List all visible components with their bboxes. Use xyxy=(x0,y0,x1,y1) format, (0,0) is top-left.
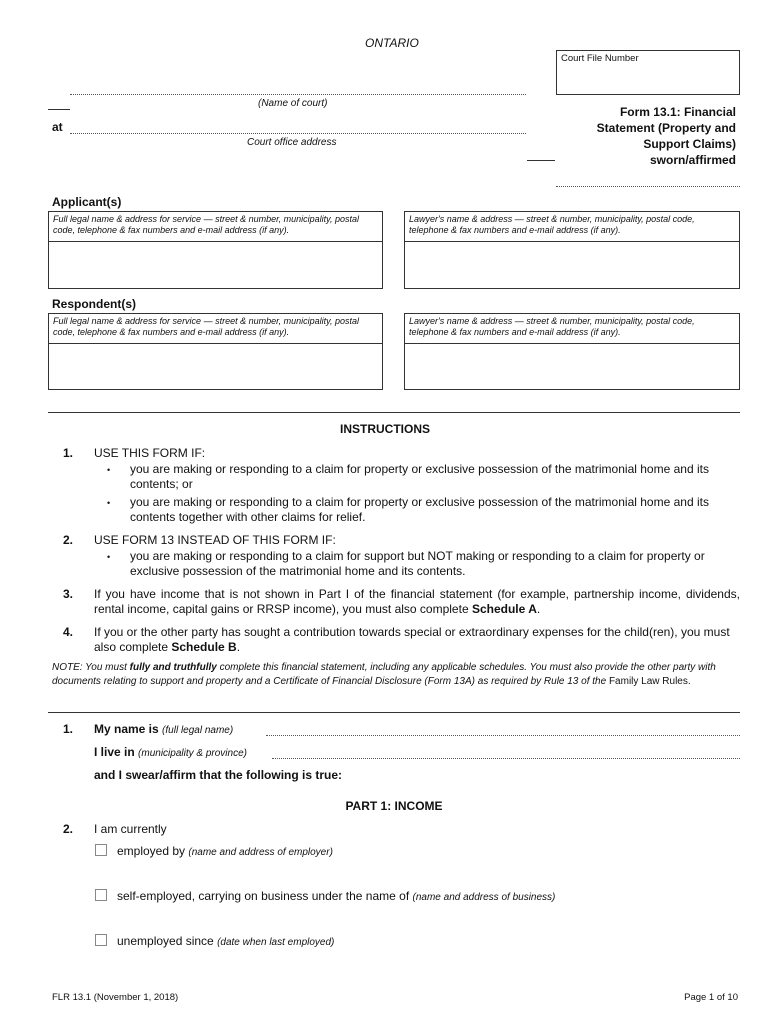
instr-1-bullet-1: you are making or responding to a claim for property or exclusive possession of the matrimonial home and its contents; or xyxy=(130,462,709,491)
section-divider xyxy=(48,712,740,713)
employed-checkbox[interactable] xyxy=(95,844,107,856)
bullet-icon: • xyxy=(107,552,111,562)
footer-form-ref: FLR 13.1 (November 1, 2018) xyxy=(52,992,179,1003)
respondent-party-box[interactable] xyxy=(48,313,383,390)
unemployed-checkbox[interactable] xyxy=(95,934,107,946)
respondent-party-label: Full legal name & address for service — street & number, municipality, postal code, telephone & fax numbers and e-mail address (if any). xyxy=(49,314,382,344)
employed-label: employed by (name and address of employer) xyxy=(117,844,333,858)
court-file-number-label: Court File Number xyxy=(561,53,639,64)
instructions-divider xyxy=(48,412,740,413)
respondents-heading: Respondent(s) xyxy=(52,297,136,311)
court-name-label: (Name of court) xyxy=(258,98,328,109)
court-address-line[interactable] xyxy=(70,127,526,134)
at-label: at xyxy=(52,120,63,134)
footer-page-number: Page 1 of 10 xyxy=(684,992,738,1003)
currently-label: I am currently xyxy=(94,822,167,836)
court-name-line[interactable] xyxy=(70,88,526,95)
municipality-field[interactable] xyxy=(272,750,740,759)
province-title: ONTARIO xyxy=(365,36,419,50)
court-address-label: Court office address xyxy=(247,137,337,148)
respondent-lawyer-label: Lawyer's name & address — street & number, municipality, postal code, telephone & fax numbers and e-mail address (if any). xyxy=(405,314,739,344)
instr-2-num: 2. xyxy=(63,533,74,547)
part1-heading: PART 1: INCOME xyxy=(345,799,443,813)
instr-4-num: 4. xyxy=(63,625,74,639)
instr-2-text: USE FORM 13 INSTEAD OF THIS FORM IF: xyxy=(94,533,336,547)
instr-1-num: 1. xyxy=(63,446,74,460)
instructions-note: NOTE: You must fully and truthfully complete this financial statement, including any applicable schedules. You must also provide the other party with documents relating to support and property and a Certificate of Financial Disclosure (Form 13A) as required by Rule 13 of the Family Law Rules. xyxy=(52,662,716,687)
part1-num: 2. xyxy=(63,822,74,836)
bullet-icon: • xyxy=(107,498,111,508)
instr-4-text: If you or the other party has sought a contribution towards special or extraordinary expenses for the child(ren), you must also complete Schedule B. xyxy=(94,625,730,654)
instr-3-text: If you have income that is not shown in Part I of the financial statement (for example, partnership income, dividends, rental income, capital gains or RRSP income), you must also complete Schedule A. xyxy=(94,587,740,616)
respondent-lawyer-box[interactable] xyxy=(404,313,740,390)
form-title: Form 13.1: Financial Statement (Property and Support Claims) sworn/affirmed xyxy=(596,105,736,167)
short-rule-right xyxy=(527,160,555,161)
instr-3-num: 3. xyxy=(63,587,74,601)
self-employed-label: self-employed, carrying on business under the name of (name and address of business) xyxy=(117,889,556,903)
sworn-date-line[interactable] xyxy=(556,180,740,187)
instr-1-bullet-2: you are making or responding to a claim for property or exclusive possession of the matrimonial home and its contents together with other claims for relief. xyxy=(130,495,709,524)
court-file-number-box[interactable] xyxy=(556,50,740,95)
instr-1-text: USE THIS FORM IF: xyxy=(94,446,206,460)
section1-num: 1. xyxy=(63,722,74,736)
full-name-field[interactable] xyxy=(266,727,740,736)
live-label: I live in (municipality & province) xyxy=(94,745,247,759)
instr-2-bullet-1: you are making or responding to a claim for support but NOT making or responding to a claim for property or exclusive possession of the matrimonial home and its contents. xyxy=(130,549,705,578)
applicant-party-label: Full legal name & address for service — street & number, municipality, postal code, telephone & fax numbers and e-mail address (if any). xyxy=(49,212,382,242)
applicant-lawyer-box[interactable] xyxy=(404,211,740,289)
unemployed-label: unemployed since (date when last employed) xyxy=(117,934,335,948)
short-rule-left xyxy=(48,109,70,110)
bullet-icon: • xyxy=(107,465,111,475)
instructions-heading: INSTRUCTIONS xyxy=(340,422,430,436)
applicants-heading: Applicant(s) xyxy=(52,195,122,209)
name-label: My name is (full legal name) xyxy=(94,722,234,736)
applicant-party-box[interactable] xyxy=(48,211,383,289)
self-employed-checkbox[interactable] xyxy=(95,889,107,901)
applicant-lawyer-label: Lawyer's name & address — street & number, municipality, postal code, telephone & fax numbers and e-mail address (if any). xyxy=(405,212,739,242)
swear-statement: and I swear/affirm that the following is true: xyxy=(94,768,343,782)
